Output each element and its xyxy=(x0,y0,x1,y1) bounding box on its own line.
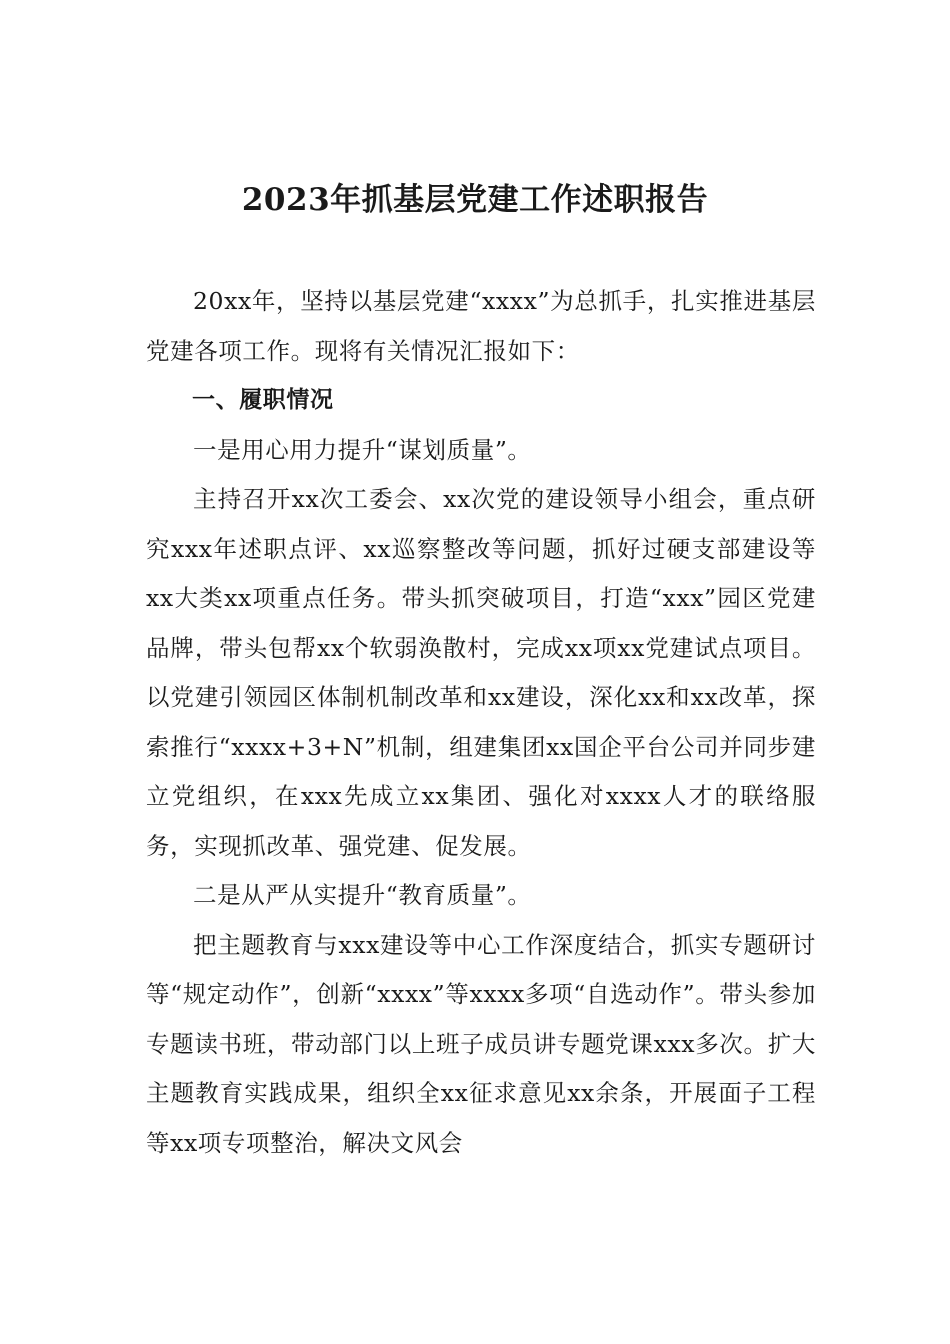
document-title: 2023年抓基层党建工作述职报告 xyxy=(241,182,709,218)
subheading-education: 二是从严从实提升“教育质量”。 xyxy=(193,881,532,909)
paragraph-planning: 主持召开xx次工委会、xx次党的建设领导小组会，重点研究xxx年述职点评、xx巡察整改等问题，抓好过硬支部建设等xx大类xx项重点任务。带头抓突破项目，打造“xxx”园区党建品牌，带头包帮xx个软弱涣散村，完成xx项xx党建试点项目。以党建引领园区体制机制改革和xx建设，深化xx和xx改革，探索推行“xxxx+3+N”机制，组建集团xx国企平台公司并同步建立党组织，在xxx先成立xx集团、强化对xxxx人才的联络服务，实现抓改革、强党建、促发展。 xyxy=(146,485,816,860)
intro-paragraph: 20xx年，坚持以基层党建“xxxx”为总抓手，扎实推进基层党建各项工作。现将有关情况汇报如下： xyxy=(146,287,816,365)
document-body xyxy=(146,277,816,1168)
subheading-planning: 一是用心用力提升“谋划质量”。 xyxy=(193,435,532,464)
paragraph-education: 把主题教育与xxx建设等中心工作深度结合，抓实专题研讨等“规定动作”，创新“xxxx”等xxxx多项“自选动作”。带头参加专题读书班，带动部门以上班子成员讲专题党课xxx多次。扩大主题教育实践成果，组织全xx征求意见xx余条，开展面子工程等xx项专项整治，解决文风会 xyxy=(146,930,816,1157)
section-heading: 一、履职情况 xyxy=(192,387,334,413)
